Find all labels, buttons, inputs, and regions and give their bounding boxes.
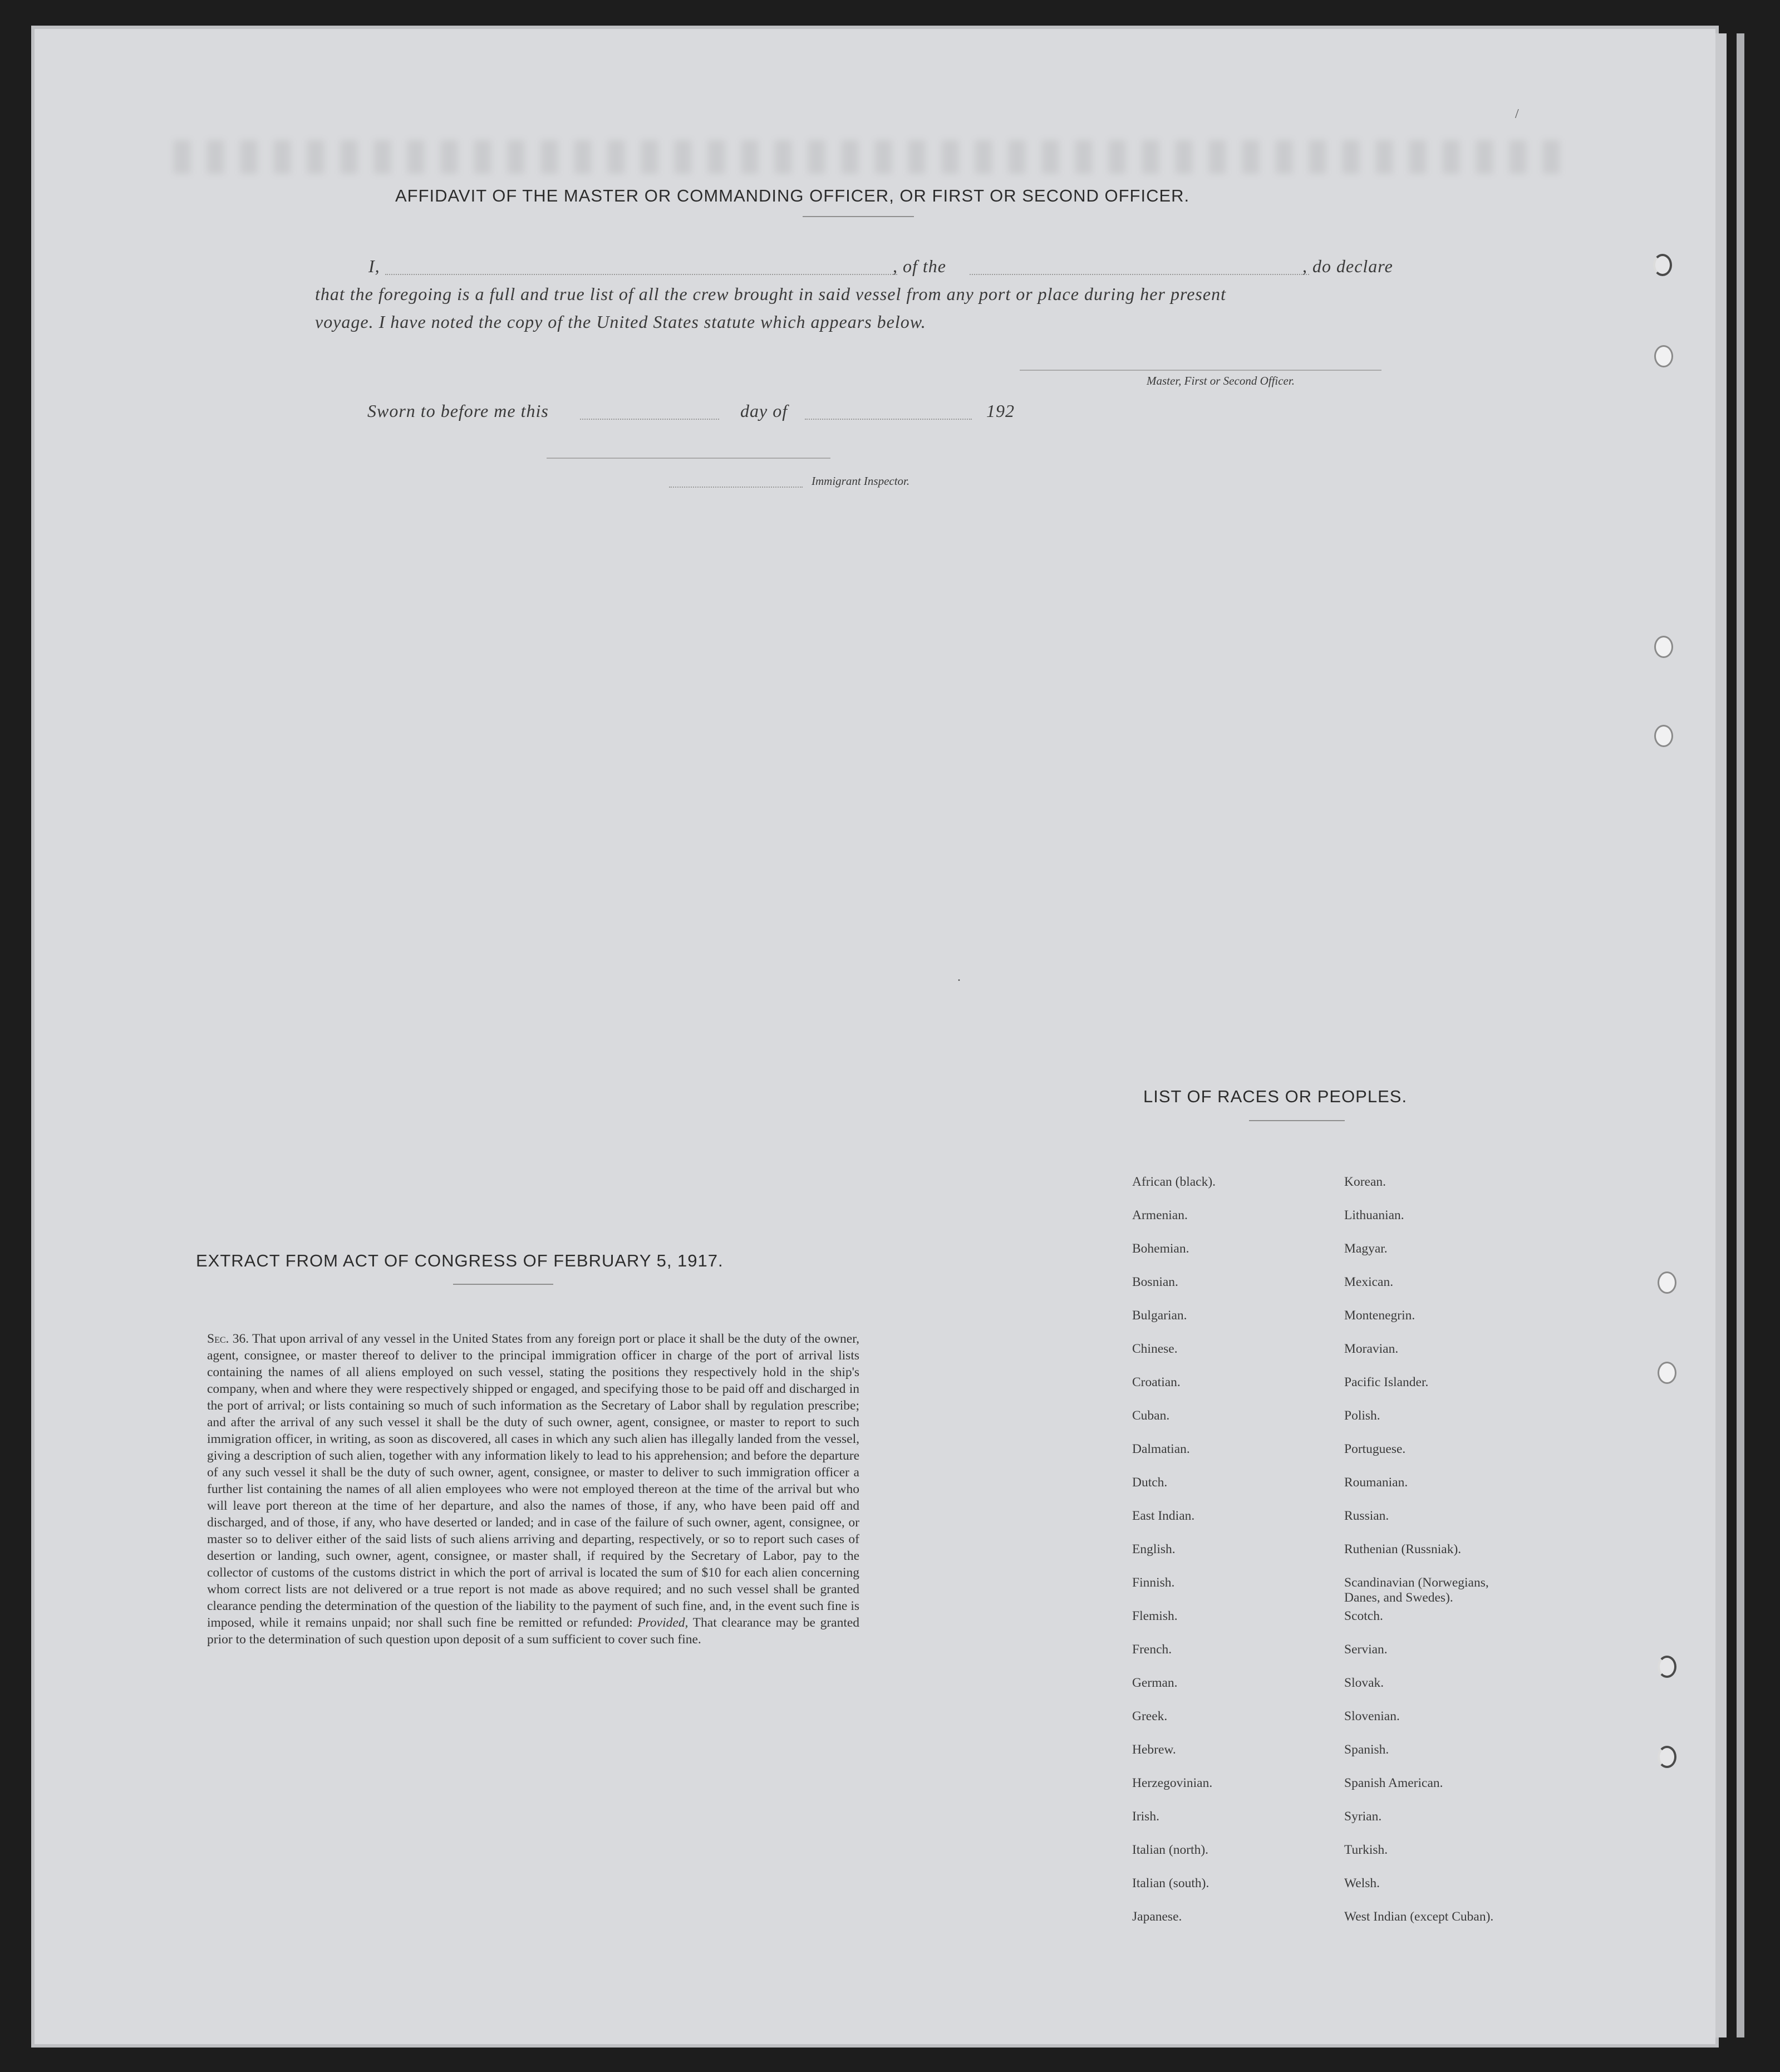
race-row <box>1132 1509 1577 1542</box>
race-row <box>1132 1275 1577 1308</box>
race-left: Italian (north). <box>1132 1843 1209 1857</box>
page-edge-far-right <box>1737 33 1744 2037</box>
races-title-rule <box>1249 1120 1345 1121</box>
race-left: Hebrew. <box>1132 1742 1176 1757</box>
statute-text <box>207 1330 859 1648</box>
race-row <box>1132 1809 1577 1843</box>
race-left: Flemish. <box>1132 1609 1178 1623</box>
race-left: Irish. <box>1132 1809 1159 1824</box>
binder-hole-8 <box>1658 1746 1676 1768</box>
affidavit-line1-start: I, <box>368 256 380 276</box>
affidavit-line1-end: , do declare <box>1302 256 1393 276</box>
race-right: Slovak. <box>1344 1676 1384 1690</box>
race-right: Moravian. <box>1344 1342 1399 1356</box>
race-row <box>1132 1408 1577 1442</box>
races-title: LIST OF RACES OR PEOPLES. <box>1143 1087 1408 1106</box>
extract-title-rule <box>453 1284 553 1285</box>
race-right: Lithuanian. <box>1344 1208 1404 1222</box>
race-row <box>1132 1776 1577 1809</box>
race-right: Ruthenian (Russniak). <box>1344 1542 1462 1557</box>
section-label: Sec. 36. <box>207 1332 249 1346</box>
race-left: Japanese. <box>1132 1909 1182 1924</box>
affidavit-line3: voyage. I have noted the copy of the United States statute which appears below. <box>315 312 926 332</box>
race-row <box>1132 1241 1577 1275</box>
affidavit-line2: that the foregoing is a full and true list of all the crew brought in said vessel from any port or place during her present <box>315 284 1226 304</box>
race-left: Greek. <box>1132 1709 1168 1724</box>
race-left: English. <box>1132 1542 1176 1557</box>
race-right: Servian. <box>1344 1642 1388 1657</box>
race-row <box>1132 1208 1577 1241</box>
master-signature-line[interactable] <box>1020 370 1381 371</box>
race-left: Croatian. <box>1132 1375 1181 1389</box>
inspector-signature-line-2 <box>669 487 803 488</box>
master-signature-label: Master, First or Second Officer. <box>1147 374 1295 387</box>
race-left: East Indian. <box>1132 1509 1195 1523</box>
binder-hole-1 <box>1653 254 1672 276</box>
race-row <box>1132 1375 1577 1408</box>
race-left: Herzegovinian. <box>1132 1776 1213 1790</box>
race-right: Magyar. <box>1344 1241 1388 1256</box>
race-row <box>1132 1709 1577 1742</box>
binder-hole-7 <box>1658 1656 1676 1678</box>
sworn-year: 192 <box>986 401 1015 421</box>
binder-hole-5 <box>1658 1271 1676 1294</box>
race-left: Cuban. <box>1132 1408 1170 1423</box>
binder-hole-4 <box>1654 725 1673 747</box>
master-name-blank[interactable] <box>385 274 897 275</box>
race-right: Polish. <box>1344 1408 1380 1423</box>
race-left: Bosnian. <box>1132 1275 1178 1289</box>
race-right: Welsh. <box>1344 1876 1380 1891</box>
race-row <box>1132 1175 1577 1208</box>
race-row <box>1132 1308 1577 1342</box>
inspector-signature-line[interactable] <box>547 458 830 459</box>
race-left: Finnish. <box>1132 1575 1175 1590</box>
vessel-name-blank[interactable] <box>970 274 1309 275</box>
race-right: Spanish American. <box>1344 1776 1443 1790</box>
race-right: Mexican. <box>1344 1275 1394 1289</box>
sworn-day-of: day of <box>740 401 788 421</box>
sworn-prefix: Sworn to before me this <box>367 401 549 421</box>
affidavit-title: AFFIDAVIT OF THE MASTER OR COMMANDING OFFICER, OR FIRST OR SECOND OFFICER. <box>395 186 1190 205</box>
race-row <box>1132 1342 1577 1375</box>
stray-mark: . <box>957 970 961 984</box>
statute-body-end: That clearance may be granted prior to the determination of such question upon deposit of a sum sufficient to cover such fine. <box>207 1616 860 1647</box>
race-row <box>1132 1542 1577 1575</box>
race-left: Chinese. <box>1132 1342 1178 1356</box>
race-left: African (black). <box>1132 1175 1216 1189</box>
sworn-day-blank[interactable] <box>580 419 719 420</box>
race-right: Slovenian. <box>1344 1709 1400 1724</box>
race-left: German. <box>1132 1676 1178 1690</box>
race-right: Pacific Islander. <box>1344 1375 1429 1389</box>
race-right: Montenegrin. <box>1344 1308 1415 1323</box>
sworn-month-blank[interactable] <box>805 419 972 420</box>
race-row <box>1132 1909 1577 1943</box>
race-right: Spanish. <box>1344 1742 1389 1757</box>
race-row <box>1132 1676 1577 1709</box>
race-right: Russian. <box>1344 1509 1389 1523</box>
race-left: Bulgarian. <box>1132 1308 1187 1323</box>
race-left: Italian (south). <box>1132 1876 1209 1891</box>
page-tick-mark: / <box>1515 107 1519 121</box>
race-row <box>1132 1475 1577 1509</box>
race-left: Armenian. <box>1132 1208 1188 1222</box>
extract-title: EXTRACT FROM ACT OF CONGRESS OF FEBRUARY 5, 1917. <box>196 1251 724 1270</box>
race-left: Bohemian. <box>1132 1241 1189 1256</box>
race-row <box>1132 1442 1577 1475</box>
binder-hole-2 <box>1654 345 1673 367</box>
binder-hole-3 <box>1654 636 1673 658</box>
inspector-label: Immigrant Inspector. <box>812 474 910 488</box>
bleed-through-text <box>174 140 1565 174</box>
provided-word: Provided, <box>637 1616 689 1630</box>
races-list <box>1132 1175 1577 1943</box>
race-left: Dutch. <box>1132 1475 1168 1490</box>
race-row <box>1132 1742 1577 1776</box>
race-left: Dalmatian. <box>1132 1442 1190 1456</box>
race-row <box>1132 1609 1577 1642</box>
document-page <box>35 29 1715 2044</box>
affidavit-line1-of-the: , of the <box>893 256 946 276</box>
statute-body: That upon arrival of any vessel in the United States from any foreign port or place it shall be the duty of the owner, agent, consignee, or master thereof to deliver to the principal immigration officer in charge of the port of arrival lists containing the names of all aliens employed on such vessel, stating the positions they respectively hold in the ship's company, when and where they were respectively shipped or engaged, and specifying those to be paid off and discharged in the port of arrival; or lists containing so much of such information as the Secretary of Labor shall by regulation prescribe; and after the arrival of any such vessel it shall be the duty of such owner, agent, consignee, or master to report to such immigration officer, in writing, as soon as discovered, all cases in which any such alien has illegally landed from the vessel, giving a description of such alien, together with any information likely to lead to his apprehension; and before the departure of any such vessel it shall be the duty of such owner, agent, consignee, or master to deliver to such immigration officer a further list containing the names of all alien employees who were not employed thereon at the time of the arrival but who will leave port thereon at the time of her departure, and also the names of those, if any, who have been paid off and discharged, and of those, if any, who have deserted or landed; and in case of the failure of such owner, agent, consignee, or master so to deliver either of the said lists of such aliens arriving and departing, respectively, or so to report such cases of desertion or landing, such owner, agent, consignee, or master shall, if required by the Secretary of Labor, pay to the collector of customs of the customs district in which the port of arrival is located the sum of $10 for each alien concerning whom correct lists are not delivered or a true report is not made as above required; and no such vessel shall be granted clearance pending the determination of the question of the liability to the payment of such fine, and, in the event such fine is imposed, while it remains unpaid; nor shall such fine be remitted or refunded: <box>207 1332 860 1630</box>
race-left: French. <box>1132 1642 1172 1657</box>
race-right: Syrian. <box>1344 1809 1382 1824</box>
page-edge-right <box>1715 33 1727 2037</box>
race-right: West Indian (except Cuban). <box>1344 1909 1494 1924</box>
race-right: Roumanian. <box>1344 1475 1408 1490</box>
race-right: Scandinavian (Norwegians, Danes, and Swedes). <box>1344 1575 1489 1605</box>
affidavit-title-rule <box>803 216 914 217</box>
binder-hole-6 <box>1658 1362 1676 1384</box>
race-right: Turkish. <box>1344 1843 1388 1857</box>
race-row <box>1132 1642 1577 1676</box>
race-right: Portuguese. <box>1344 1442 1406 1456</box>
race-row <box>1132 1876 1577 1909</box>
race-right: Scotch. <box>1344 1609 1383 1623</box>
race-right: Korean. <box>1344 1175 1386 1189</box>
race-row <box>1132 1575 1577 1609</box>
race-row <box>1132 1843 1577 1876</box>
